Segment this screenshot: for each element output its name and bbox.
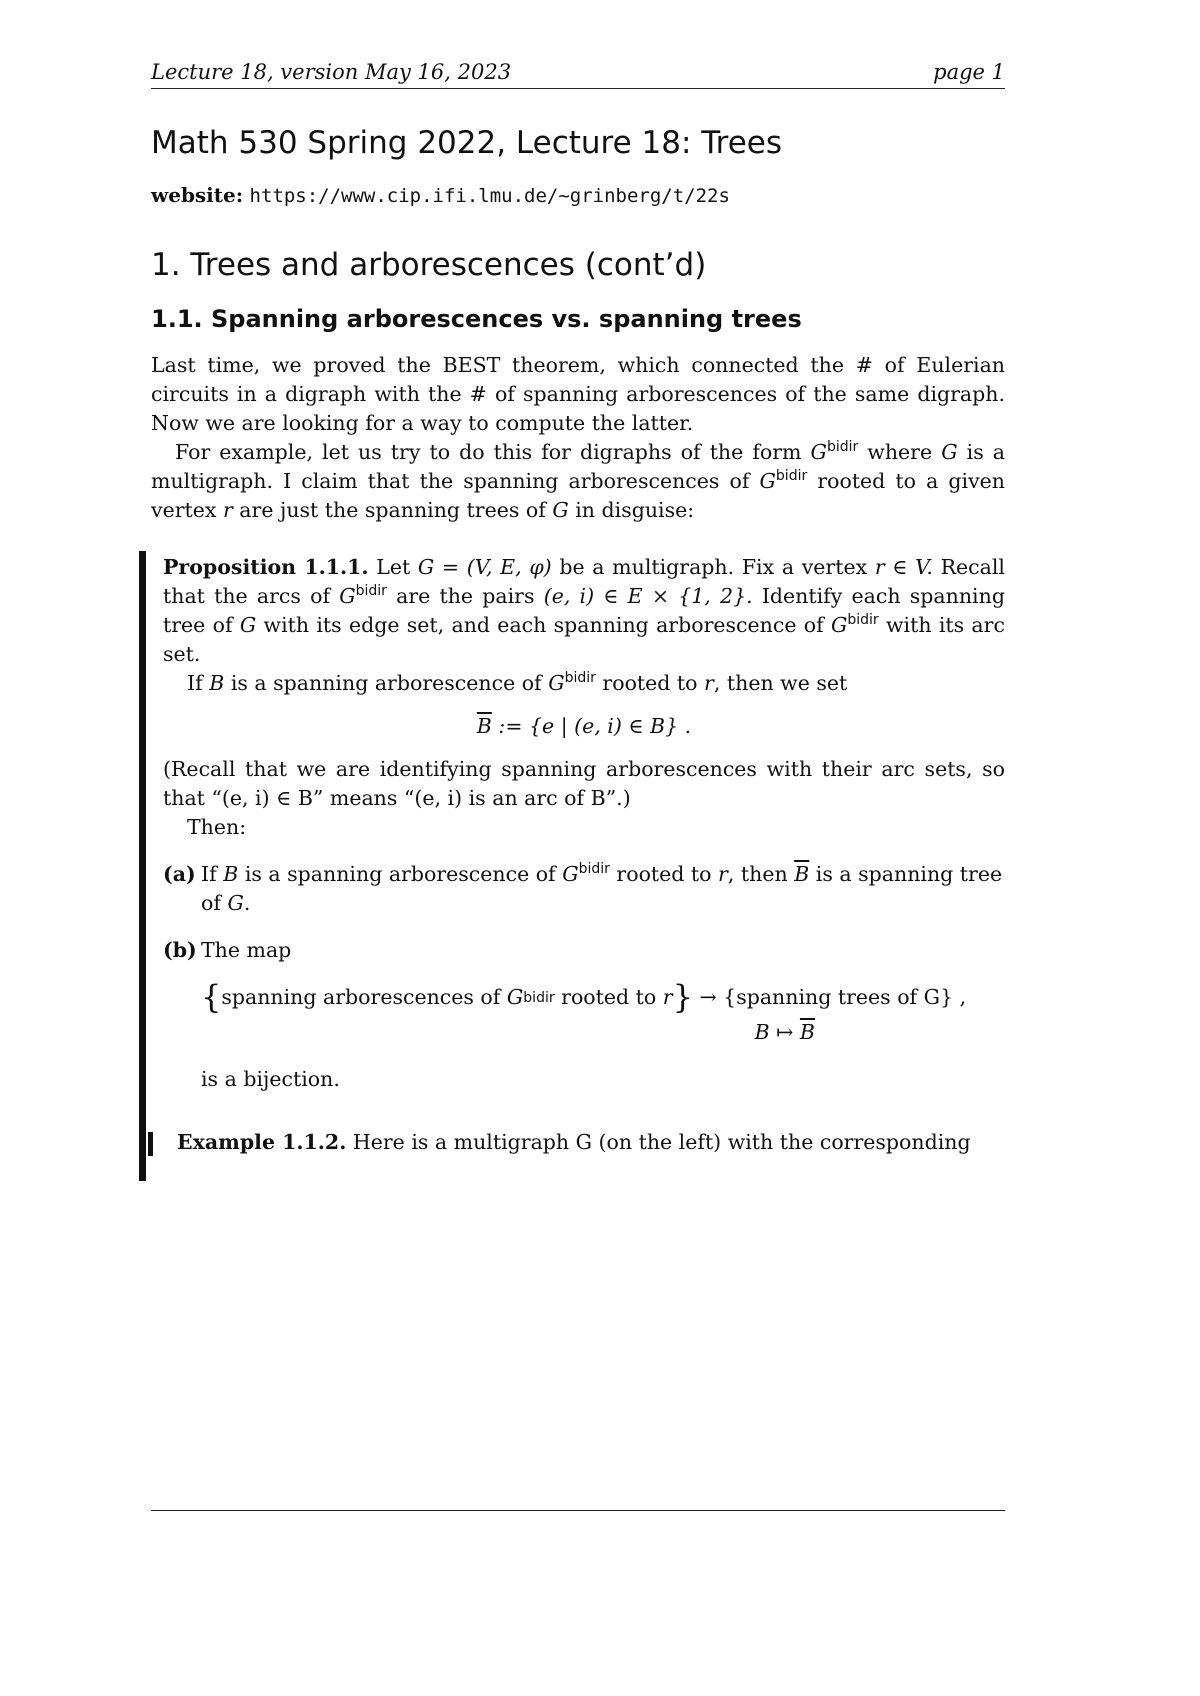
definition-display: $\overline{B}$ := {e | (e, i) ∈ B} .: [476, 714, 692, 738]
proposition-intro: Proposition 1.1.1. Let G = (V, E, φ) be a multigraph. Fix a vertex r ∈ V. Recall that the arcs of $G^{bidir}$ are the pairs (e, i) ∈ E × {1, 2}. Identify each spanning tree of G with its edge set, and each spanning arborescence of $G^{bidir}$ with its arc set.: [163, 555, 1005, 666]
document-page: [151, 60, 1005, 1157]
item-b-label: (b): [163, 938, 197, 962]
document-title: Math 530 Spring 2022, Lecture 18: Trees: [151, 125, 783, 161]
proposition-items: [163, 860, 1005, 1094]
running-header: [151, 60, 1005, 89]
proposition-margin-bar: [139, 551, 146, 1181]
item-a-label: (a): [163, 862, 196, 886]
paragraph-1: Last time, we proved the BEST theorem, which connected the # of Eulerian circuits in a digraph with the # of spanning arborescences of the same digraph. Now we are looking for a way to compute the latter.: [151, 353, 1005, 435]
item-a: [163, 860, 1005, 918]
map-display: { spanning arborescences of G bidir rooted to r } → {spanning trees of G} ,: [201, 978, 967, 1016]
website-label: website:: [151, 183, 244, 207]
subsection-heading: 1.1. Spanning arborescences vs. spanning trees: [151, 305, 802, 333]
proposition-recall: (Recall that we are identifying spanning arborescences with their arc sets, so that “(e, i) ∈ B” means “(e, i) is an arc of B”.): [163, 757, 1005, 810]
item-b-text: The map: [201, 938, 292, 962]
header-page-number: page 1: [933, 60, 1005, 84]
proposition-if-line: If B is a spanning arborescence of $G^{bidir}$ rooted to r, then we set: [187, 670, 848, 695]
paragraph-2: For example, let us try to do this for digraphs of the form $G^{bidir}$ where G is a multigraph. I claim that the spanning arborescences of $G^{bidir}$ rooted to a given vertex r are just the spanning trees of G in disguise:: [151, 439, 1005, 522]
example-text: Here is a multigraph G (on the left) with the corresponding: [352, 1130, 971, 1154]
map-element-line: B ↦ $\overline{B}$: [754, 1020, 815, 1044]
section-heading: 1. Trees and arborescences (cont’d): [151, 247, 707, 283]
example-block: [151, 1128, 1005, 1157]
footer-rule: [151, 1510, 1005, 1511]
item-b: [163, 936, 1005, 1094]
proposition-block: [151, 553, 1005, 1094]
website-line: [151, 183, 1005, 207]
example-margin-bar: [148, 1132, 153, 1156]
intro-text: [151, 351, 1005, 525]
example-head: Example 1.1.2.: [177, 1130, 347, 1154]
item-b-content: [201, 936, 1005, 1094]
item-a-text: If B is a spanning arborescence of $G^{bidir}$ rooted to r, then $\overline{B}$ is a spanning tree of G.: [201, 861, 1003, 915]
proposition-then: Then:: [187, 815, 247, 839]
bijection-text: is a bijection.: [201, 1067, 340, 1091]
website-url[interactable]: https://www.cip.ifi.lmu.de/~grinberg/t/22s: [249, 185, 730, 207]
header-left: Lecture 18, version May 16, 2023: [151, 60, 512, 84]
